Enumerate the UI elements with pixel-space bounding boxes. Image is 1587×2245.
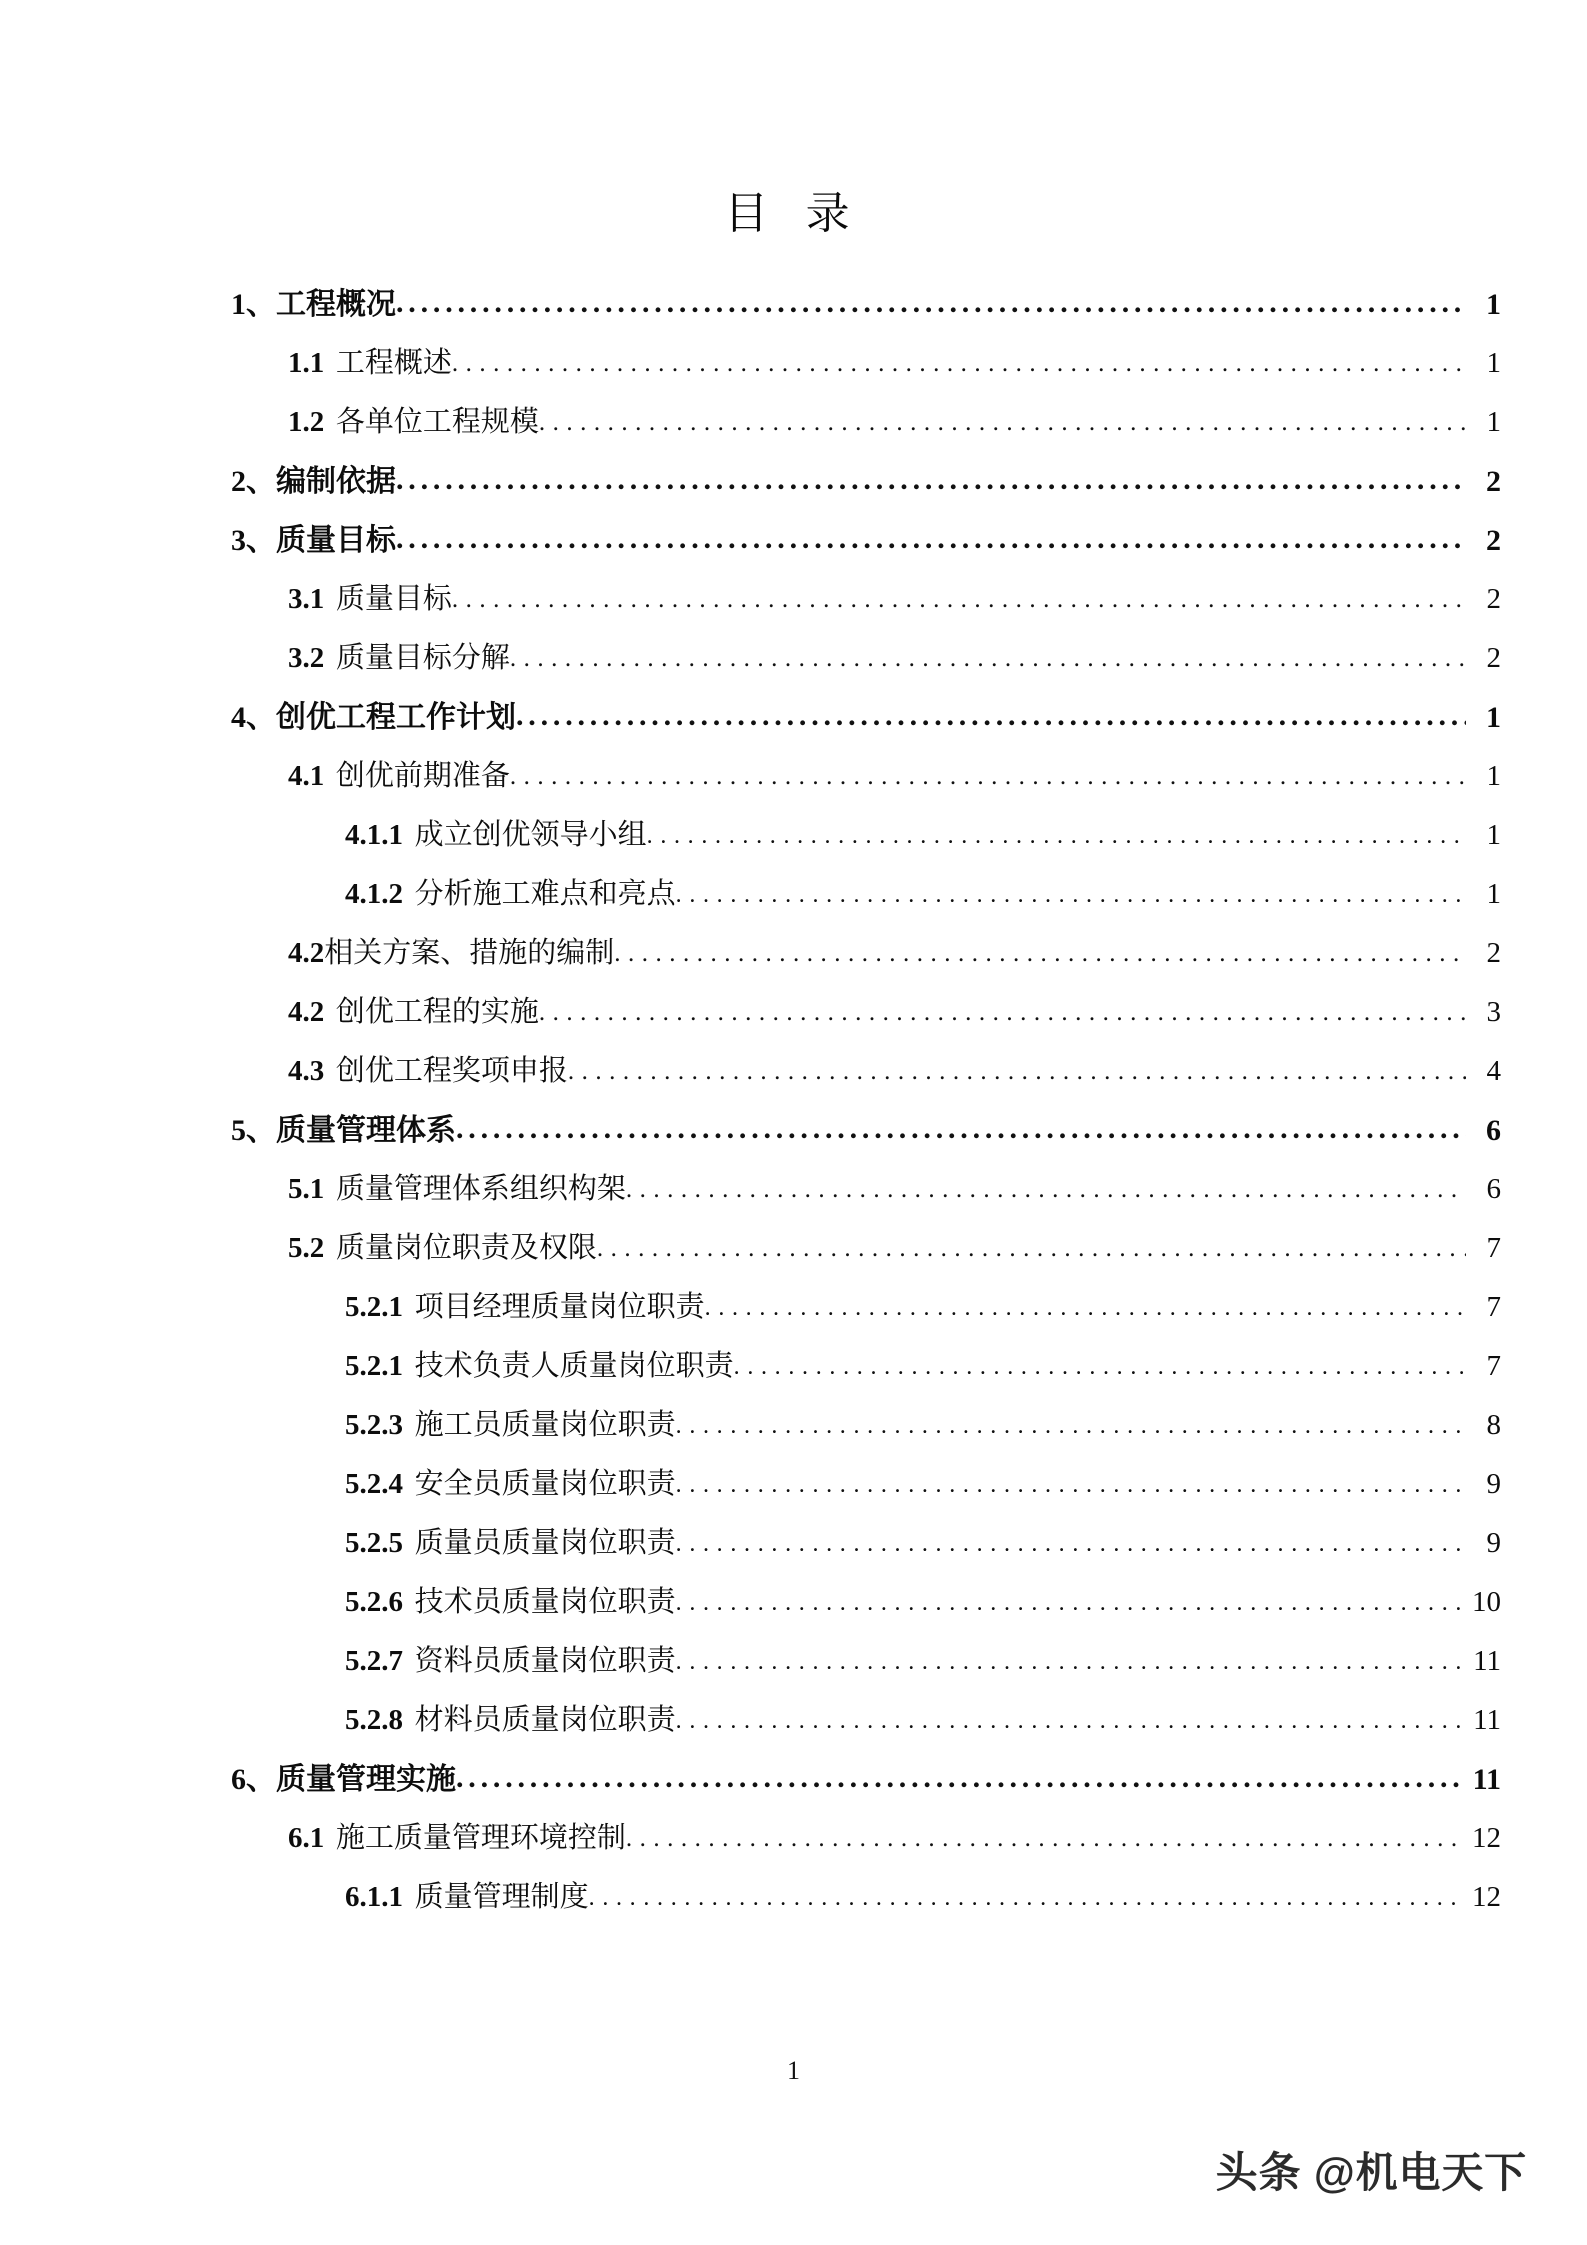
- toc-entry-page-number: 9: [1486, 1527, 1501, 1560]
- toc-entry-label: [345, 1411, 676, 1440]
- toc-entry[interactable]: [0, 1765, 1587, 1795]
- toc-entry-label: [345, 1588, 676, 1617]
- toc-entry-number: 4.1: [288, 760, 325, 793]
- toc-entry[interactable]: [0, 644, 1587, 673]
- toc-entry-label: [345, 1470, 676, 1499]
- toc-entry-page-number: 4: [1486, 1055, 1501, 1088]
- toc-entry-label: [345, 1529, 676, 1558]
- toc-entry-number: 3.2: [288, 642, 325, 675]
- toc-entry-page-number: 11: [1473, 1704, 1501, 1737]
- toc-entry-label: [345, 1706, 676, 1735]
- toc-entry-number: 5.1: [288, 1173, 325, 1206]
- toc-entry-number: 3.1: [288, 583, 325, 616]
- toc-entry-label: [288, 1175, 626, 1204]
- toc-leader-dots: [626, 1824, 1464, 1853]
- toc-entry-label: [288, 644, 510, 673]
- toc-leader-dots: [676, 1529, 1466, 1558]
- toc-leader-dots: [676, 1411, 1466, 1440]
- toc-leader-dots: [568, 1057, 1466, 1086]
- toc-entry-separator: [403, 1645, 415, 1677]
- toc-entry-text: 创优前期准备: [335, 760, 510, 793]
- toc-entry-number: 5.2.4: [345, 1468, 403, 1501]
- toc-entry-label: [288, 349, 452, 378]
- toc-entry-text: 质量管理制度: [414, 1881, 589, 1914]
- toc-entry-label: [288, 1234, 597, 1263]
- toc-leader-dots: [510, 762, 1466, 791]
- toc-entry-separator: [324, 583, 336, 615]
- toc-entry-page-number: 11: [1473, 1645, 1501, 1678]
- toc-entry-separator: [324, 642, 336, 674]
- toc-entry-label: [288, 939, 614, 968]
- toc-leader-dots: [647, 821, 1466, 850]
- toc-entry-label: [288, 998, 539, 1027]
- toc-entry[interactable]: [0, 939, 1587, 968]
- toc-entry[interactable]: [0, 1116, 1587, 1146]
- toc-entry[interactable]: [0, 1057, 1587, 1086]
- toc-entry-number: 2、: [231, 465, 276, 499]
- toc-entry-page-number: 7: [1486, 1350, 1501, 1383]
- toc-entry-page-number: 6: [1486, 1114, 1501, 1148]
- toc-entry-page-number: 1: [1486, 760, 1501, 793]
- toc-entry-separator: [324, 347, 336, 379]
- toc-entry-page-number: 9: [1486, 1468, 1501, 1501]
- toc-leader-dots: [452, 349, 1466, 378]
- toc-entry[interactable]: [0, 1352, 1587, 1381]
- toc-entry-label: [345, 821, 647, 850]
- toc-leader-dots: [626, 1175, 1466, 1204]
- toc-entry-separator: [324, 1232, 336, 1264]
- toc-entry-separator: [324, 1822, 336, 1854]
- toc-leader-dots: [539, 408, 1466, 437]
- toc-entry-text: 技术员质量岗位职责: [414, 1586, 676, 1619]
- toc-entry-text: 技术负责人质量岗位职责: [414, 1350, 734, 1383]
- toc-entry-separator: [403, 1881, 415, 1913]
- toc-entry-text: 项目经理质量岗位职责: [414, 1291, 705, 1324]
- toc-entry-number: 5.2.8: [345, 1704, 403, 1737]
- toc-entry[interactable]: [0, 585, 1587, 614]
- footer-page-number: 1: [787, 2056, 800, 2085]
- toc-entry-number: 3、: [231, 524, 276, 558]
- toc-entry[interactable]: [0, 1175, 1587, 1204]
- toc-entry[interactable]: [0, 290, 1587, 320]
- toc-entry-number: 4、: [231, 701, 276, 735]
- toc-entry-separator: [403, 1291, 415, 1323]
- toc-entry[interactable]: [0, 703, 1587, 733]
- toc-entry-number: 5、: [231, 1114, 276, 1148]
- toc-entry-text: 质量目标分解: [335, 642, 510, 675]
- toc-leader-dots: [456, 1765, 1465, 1795]
- toc-leader-dots: [396, 526, 1466, 556]
- toc-leader-dots: [396, 290, 1466, 320]
- toc-entry-separator: [324, 406, 336, 438]
- toc-entry-number: 5.2.7: [345, 1645, 403, 1678]
- toc-entry-page-number: 2: [1486, 937, 1501, 970]
- toc-entry-text: 成立创优领导小组: [414, 819, 647, 852]
- toc-entry-page-number: 11: [1472, 1763, 1501, 1797]
- toc-leader-dots: [676, 1706, 1465, 1735]
- toc-entry-number: 1、: [231, 288, 276, 322]
- toc-entry[interactable]: [0, 1470, 1587, 1499]
- toc-entry-text: 质量目标: [335, 583, 452, 616]
- toc-entry-label: [231, 1765, 456, 1795]
- toc-entry-number: 5.2.5: [345, 1527, 403, 1560]
- toc-entry-label: [231, 1116, 456, 1146]
- toc-entry-page-number: 12: [1472, 1822, 1501, 1855]
- toc-entry-page-number: 2: [1486, 524, 1501, 558]
- toc-entry-separator: [403, 878, 415, 910]
- toc-entry-number: 1.1: [288, 347, 325, 380]
- toc-entry-label: [288, 1824, 626, 1853]
- toc-entry-text: 编制依据: [276, 465, 396, 499]
- watermark: 头条 @机电天下: [1215, 2149, 1527, 2196]
- toc-entry-label: [231, 290, 396, 320]
- toc-entry[interactable]: [0, 1411, 1587, 1440]
- toc-entry-page-number: 2: [1486, 583, 1501, 616]
- toc-entry-label: [345, 1647, 676, 1676]
- toc-entry-number: 4.3: [288, 1055, 325, 1088]
- toc-leader-dots: [676, 1647, 1465, 1676]
- toc-leader-dots: [516, 703, 1466, 733]
- toc-entry-page-number: 1: [1486, 878, 1501, 911]
- toc-entry-text: 材料员质量岗位职责: [414, 1704, 676, 1737]
- toc-entry-page-number: 7: [1486, 1232, 1501, 1265]
- toc-entry-number: 5.2.3: [345, 1409, 403, 1442]
- toc-entry-number: 1.2: [288, 406, 325, 439]
- toc-leader-dots: [510, 644, 1466, 673]
- toc-entry-text: 相关方案、措施的编制: [324, 937, 615, 970]
- toc-entry-number: 5.2: [288, 1232, 325, 1265]
- toc-entry[interactable]: [0, 1293, 1587, 1322]
- toc-entry-page-number: 3: [1486, 996, 1501, 1029]
- toc-leader-dots: [614, 939, 1466, 968]
- toc-entry[interactable]: [0, 1824, 1587, 1853]
- toc-leader-dots: [734, 1352, 1466, 1381]
- toc-entry-label: [288, 585, 452, 614]
- toc-entry-number: 4.1.1: [345, 819, 403, 852]
- toc-entry-page-number: 8: [1486, 1409, 1501, 1442]
- toc-leader-dots: [597, 1234, 1466, 1263]
- toc-entry-text: 质量管理实施: [276, 1763, 456, 1797]
- toc-leader-dots: [676, 1470, 1466, 1499]
- toc-entry[interactable]: [0, 998, 1587, 1027]
- toc-entry-separator: [324, 996, 336, 1028]
- toc-entry[interactable]: [0, 1234, 1587, 1263]
- toc-entry[interactable]: [0, 762, 1587, 791]
- toc-entry-separator: [324, 1173, 336, 1205]
- toc-entry-label: [345, 1293, 705, 1322]
- toc-entry-page-number: 1: [1486, 819, 1501, 852]
- toc-leader-dots: [456, 1116, 1466, 1146]
- toc-entry-text: 分析施工难点和亮点: [414, 878, 676, 911]
- toc-entry-label: [345, 1883, 589, 1912]
- toc-entry-page-number: 2: [1486, 642, 1501, 675]
- toc-entry-number: 5.2.6: [345, 1586, 403, 1619]
- toc-entry-number: 6.1.1: [345, 1881, 403, 1914]
- toc-entry-separator: [403, 1409, 415, 1441]
- table-of-contents: [0, 238, 1587, 1912]
- toc-entry-text: 各单位工程规模: [335, 406, 539, 439]
- toc-entry-text: 质量员质量岗位职责: [414, 1527, 676, 1560]
- toc-entry[interactable]: [0, 1706, 1587, 1735]
- toc-entry-separator: [403, 1527, 415, 1559]
- toc-entry[interactable]: [0, 349, 1587, 378]
- toc-leader-dots: [452, 585, 1466, 614]
- toc-entry-text: 创优工程奖项申报: [335, 1055, 568, 1088]
- toc-entry[interactable]: [0, 1588, 1587, 1617]
- toc-entry-separator: [403, 1468, 415, 1500]
- toc-entry-label: [231, 703, 516, 733]
- toc-entry[interactable]: [0, 408, 1587, 437]
- toc-entry-separator: [403, 1350, 415, 1382]
- toc-entry-text: 质量目标: [276, 524, 396, 558]
- toc-entry[interactable]: [0, 1883, 1587, 1912]
- toc-entry-separator: [403, 1704, 415, 1736]
- toc-entry-separator: [403, 819, 415, 851]
- toc-entry-text: 质量岗位职责及权限: [335, 1232, 597, 1265]
- toc-entry-number: 6.1: [288, 1822, 325, 1855]
- toc-entry-page-number: 1: [1486, 406, 1501, 439]
- toc-entry[interactable]: [0, 880, 1587, 909]
- toc-entry-number: 5.2.1: [345, 1291, 403, 1324]
- toc-leader-dots: [676, 1588, 1464, 1617]
- toc-entry-number: 4.2: [288, 937, 325, 970]
- toc-leader-dots: [589, 1883, 1464, 1912]
- toc-entry-page-number: 1: [1486, 347, 1501, 380]
- toc-entry-label: [288, 1057, 568, 1086]
- toc-entry-label: [231, 467, 396, 497]
- toc-entry[interactable]: [0, 1647, 1587, 1676]
- toc-leader-dots: [705, 1293, 1466, 1322]
- toc-entry-text: 施工质量管理环境控制: [335, 1822, 626, 1855]
- page-title: 目 录: [724, 189, 863, 238]
- toc-entry-label: [288, 762, 510, 791]
- toc-entry[interactable]: [0, 821, 1587, 850]
- toc-entry-text: 安全员质量岗位职责: [414, 1468, 676, 1501]
- toc-entry-text: 工程概述: [335, 347, 452, 380]
- toc-entry-page-number: 1: [1486, 701, 1501, 735]
- toc-entry-text: 施工员质量岗位职责: [414, 1409, 676, 1442]
- toc-entry-page-number: 7: [1486, 1291, 1501, 1324]
- toc-entry-number: 4.1.2: [345, 878, 403, 911]
- toc-entry-label: [345, 880, 676, 909]
- toc-entry-separator: [403, 1586, 415, 1618]
- toc-entry-text: 质量管理体系: [276, 1114, 456, 1148]
- toc-leader-dots: [539, 998, 1466, 1027]
- toc-entry-text: 质量管理体系组织构架: [335, 1173, 626, 1206]
- toc-entry-label: [345, 1352, 734, 1381]
- toc-entry-separator: [324, 760, 336, 792]
- toc-entry-page-number: 1: [1486, 288, 1501, 322]
- toc-entry-text: 创优工程工作计划: [276, 701, 516, 735]
- toc-entry-page-number: 10: [1472, 1586, 1501, 1619]
- toc-leader-dots: [396, 467, 1466, 497]
- toc-entry[interactable]: [0, 526, 1587, 556]
- toc-entry-page-number: 2: [1486, 465, 1501, 499]
- toc-entry-text: 工程概况: [276, 288, 396, 322]
- toc-entry-label: [231, 526, 396, 556]
- toc-entry-text: 创优工程的实施: [335, 996, 539, 1029]
- toc-entry-text: 资料员质量岗位职责: [414, 1645, 676, 1678]
- toc-entry-number: 4.2: [288, 996, 325, 1029]
- toc-entry-label: [288, 408, 539, 437]
- toc-leader-dots: [676, 880, 1466, 909]
- toc-entry[interactable]: [0, 467, 1587, 497]
- toc-entry-page-number: 6: [1486, 1173, 1501, 1206]
- toc-entry-separator: [324, 1055, 336, 1087]
- toc-entry[interactable]: [0, 1529, 1587, 1558]
- toc-entry-number: 5.2.1: [345, 1350, 403, 1383]
- toc-entry-number: 6、: [231, 1763, 276, 1797]
- toc-entry-page-number: 12: [1472, 1881, 1501, 1914]
